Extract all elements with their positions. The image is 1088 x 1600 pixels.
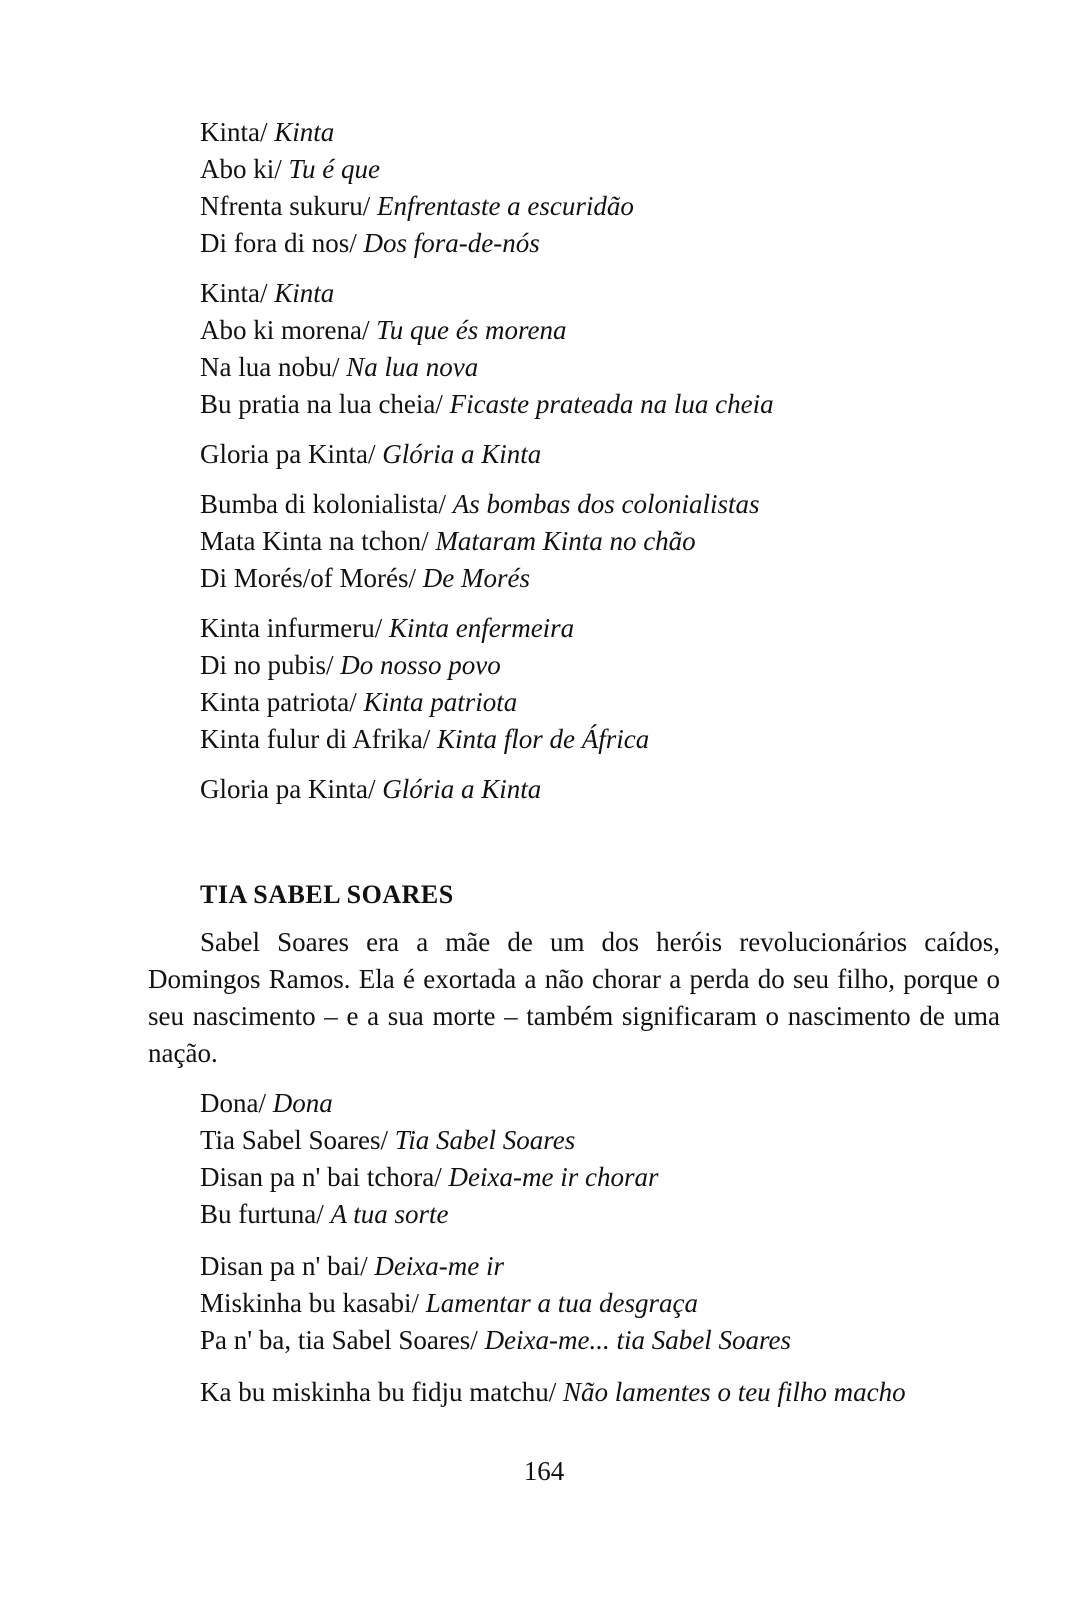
portuguese-translation: Deixa-me ir chorar <box>448 1162 659 1192</box>
verse-line <box>200 188 1020 225</box>
kriol-text: Di Morés/of Morés/ <box>200 563 423 593</box>
portuguese-translation: Do nosso povo <box>340 650 501 680</box>
portuguese-translation: Lamentar a tua desgraça <box>425 1288 698 1318</box>
portuguese-translation: Tu é que <box>288 154 381 184</box>
portuguese-translation: Kinta <box>274 117 335 147</box>
verse-line <box>200 225 1020 262</box>
portuguese-translation: Dos fora-de-nós <box>363 228 540 258</box>
kriol-text: Nfrenta sukuru/ <box>200 191 377 221</box>
kriol-text: Abo ki morena/ <box>200 315 377 345</box>
verse-line <box>200 1248 1020 1285</box>
kriol-text: Abo ki/ <box>200 154 289 184</box>
kriol-text: Di fora di nos/ <box>200 228 364 258</box>
poem-verses-top <box>200 114 1020 808</box>
stanza <box>200 1374 1020 1411</box>
section-heading: TIA SABEL SOARES <box>200 880 454 909</box>
kriol-text: Disan pa n' bai/ <box>200 1251 375 1281</box>
verse-line <box>200 647 1020 684</box>
kriol-text: Kinta infurmeru/ <box>200 613 389 643</box>
verse-line <box>200 1196 1020 1233</box>
verse-line <box>200 523 1020 560</box>
kriol-text: Di no pubis/ <box>200 650 341 680</box>
kriol-text: Dona/ <box>200 1088 273 1118</box>
verse-line <box>200 312 1020 349</box>
verse-line <box>200 1322 1020 1359</box>
verse-line <box>200 1159 1020 1196</box>
verse-line <box>200 1085 1020 1122</box>
verse-line <box>200 386 1020 423</box>
verse-line <box>200 349 1020 386</box>
verse-line <box>200 560 1020 597</box>
verse-line <box>200 610 1020 647</box>
portuguese-translation: Tu que és morena <box>376 315 567 345</box>
page-number: 164 <box>523 1456 565 1486</box>
kriol-text: Disan pa n' bai tchora/ <box>200 1162 449 1192</box>
verse-line <box>200 114 1020 151</box>
stanza <box>200 610 1020 758</box>
portuguese-translation: Ficaste prateada na lua cheia <box>449 389 774 419</box>
portuguese-translation: Glória a Kinta <box>382 774 542 804</box>
kriol-text: Bu furtuna/ <box>200 1199 331 1229</box>
verse-line <box>200 486 1020 523</box>
stanza <box>200 771 1020 808</box>
portuguese-translation: Na lua nova <box>346 352 479 382</box>
portuguese-translation: Deixa-me... tia Sabel Soares <box>484 1325 791 1355</box>
portuguese-translation: Glória a Kinta <box>382 439 542 469</box>
kriol-text: Mata Kinta na tchon/ <box>200 526 436 556</box>
portuguese-translation: Não lamentes o teu filho macho <box>562 1377 906 1407</box>
portuguese-translation: Enfrentaste a escuridão <box>376 191 634 221</box>
stanza <box>200 114 1020 262</box>
portuguese-translation: Kinta patriota <box>363 687 518 717</box>
prose-text: Sabel Soares era a mãe de um dos heróis revolucionários caídos, Domingos Ramos. Ela é exortada a não chorar a perda do seu filho, porque o seu nascimento – e a sua morte – também significaram o nascimento de uma nação. <box>148 927 1000 1068</box>
stanza <box>200 486 1020 597</box>
portuguese-translation: Dona <box>272 1088 333 1118</box>
stanza <box>200 1085 1020 1233</box>
portuguese-translation: Tia Sabel Soares <box>394 1125 576 1155</box>
portuguese-translation: Kinta enfermeira <box>388 613 575 643</box>
stanza <box>200 275 1020 423</box>
verse-line <box>200 684 1020 721</box>
kriol-text: Bu pratia na lua cheia/ <box>200 389 450 419</box>
verse-line <box>200 151 1020 188</box>
portuguese-translation: Deixa-me ir <box>374 1251 505 1281</box>
kriol-text: Pa n' ba, tia Sabel Soares/ <box>200 1325 485 1355</box>
kriol-text: Ka bu miskinha bu fidju matchu/ <box>200 1377 563 1407</box>
verse-line <box>200 1122 1020 1159</box>
poem-verses-bottom <box>200 1085 1020 1411</box>
kriol-text: Tia Sabel Soares/ <box>200 1125 395 1155</box>
kriol-text: Gloria pa Kinta/ <box>200 439 383 469</box>
kriol-text: Gloria pa Kinta/ <box>200 774 383 804</box>
kriol-text: Kinta fulur di Afrika/ <box>200 724 437 754</box>
stanza <box>200 436 1020 473</box>
kriol-text: Kinta/ <box>200 117 275 147</box>
portuguese-translation: Mataram Kinta no chão <box>435 526 696 556</box>
verse-line <box>200 436 1020 473</box>
portuguese-translation: Kinta flor de África <box>436 724 650 754</box>
portuguese-translation: De Morés <box>422 563 530 593</box>
kriol-text: Bumba di kolonialista/ <box>200 489 453 519</box>
verse-line <box>200 1374 1020 1411</box>
kriol-text: Na lua nobu/ <box>200 352 347 382</box>
kriol-text: Miskinha bu kasabi/ <box>200 1288 426 1318</box>
prose-paragraph <box>148 924 1000 1072</box>
verse-line <box>200 771 1020 808</box>
kriol-text: Kinta patriota/ <box>200 687 364 717</box>
stanza <box>200 1248 1020 1359</box>
portuguese-translation: Kinta <box>274 278 335 308</box>
verse-line <box>200 1285 1020 1322</box>
portuguese-translation: As bombas dos colonialistas <box>452 489 760 519</box>
portuguese-translation: A tua sorte <box>330 1199 449 1229</box>
verse-line <box>200 721 1020 758</box>
verse-line <box>200 275 1020 312</box>
kriol-text: Kinta/ <box>200 278 275 308</box>
